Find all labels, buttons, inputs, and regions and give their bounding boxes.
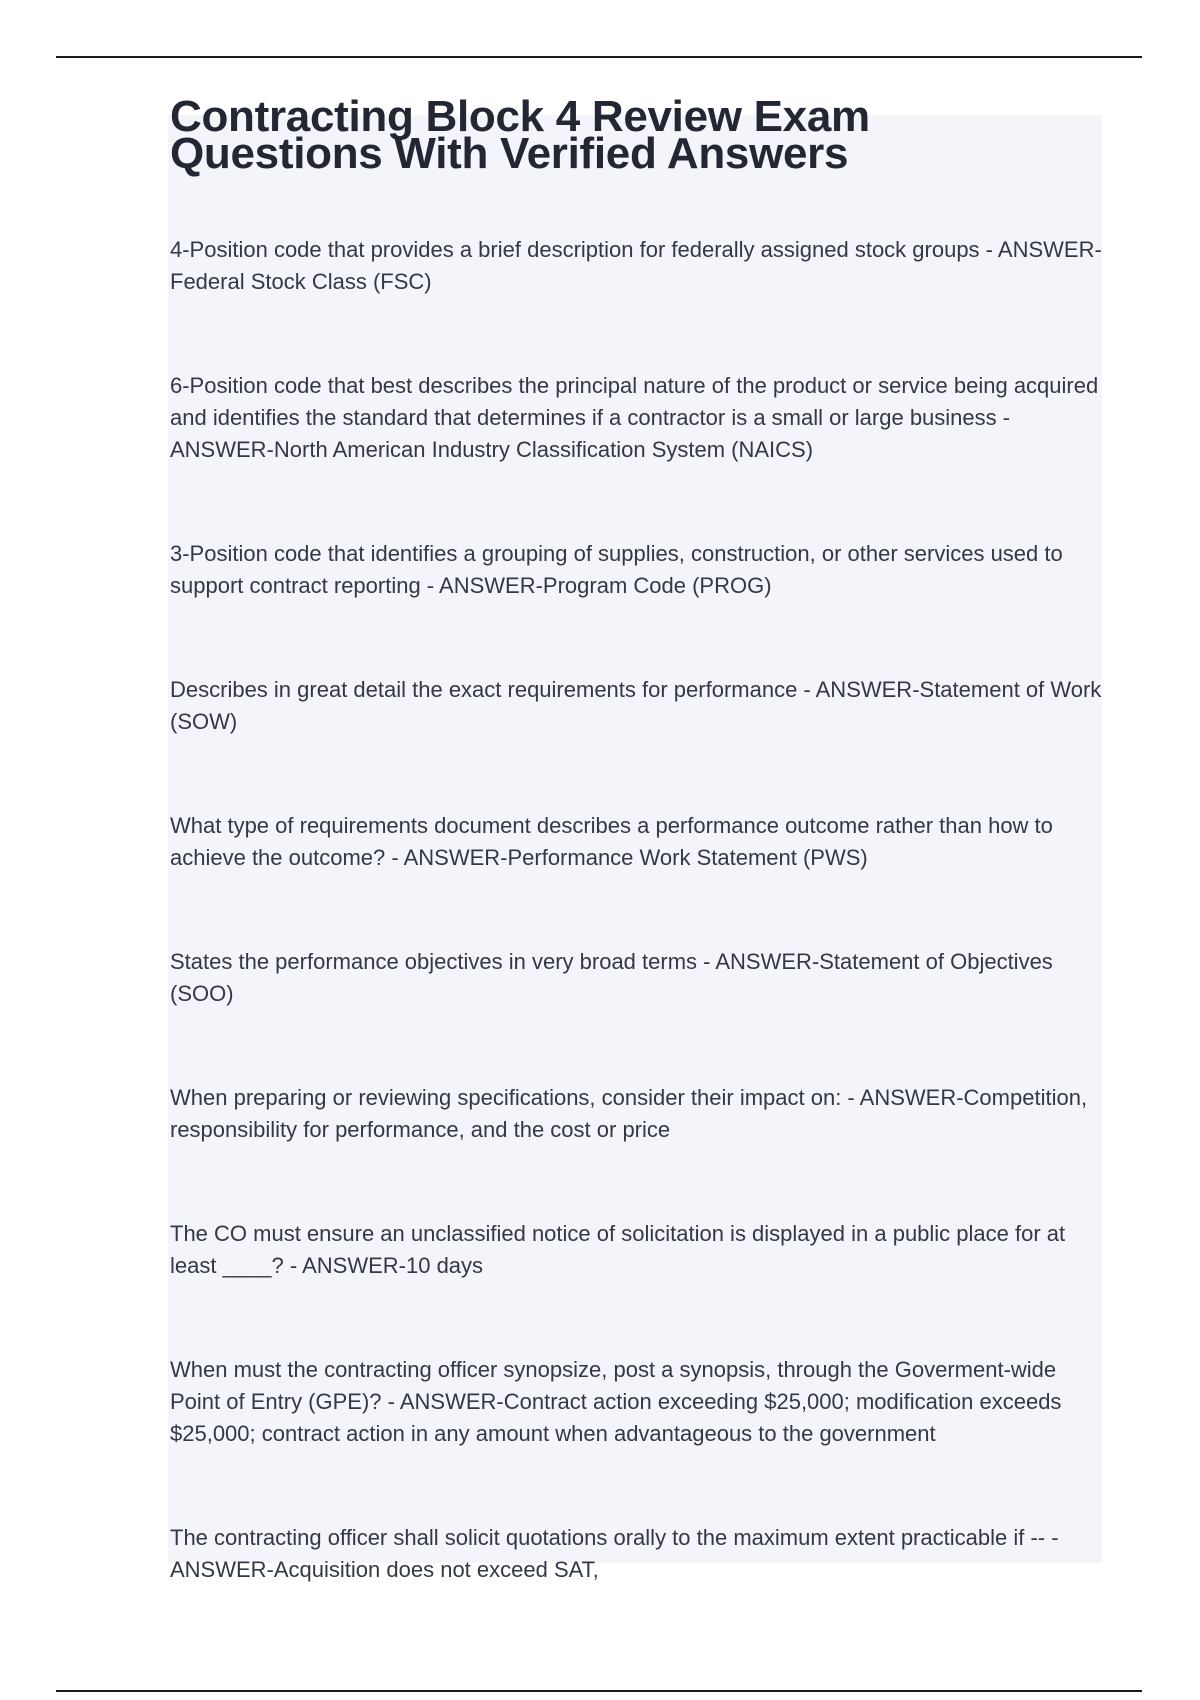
- top-divider: [56, 56, 1142, 58]
- document-title: Contracting Block 4 Review Exam Questions With Verified Answers: [170, 92, 870, 178]
- qa-item: When preparing or reviewing specifications, consider their impact on: - ANSWER-Competition, responsibility for performance, and the cost or price: [170, 1085, 1088, 1142]
- qa-item: When must the contracting officer synopsize, post a synopsis, through the Goverment-wide Point of Entry (GPE)? - ANSWER-Contract action exceeding $25,000; modification exceeds $25,000; contract action in any amount when advantageous to the government: [170, 1357, 1062, 1446]
- qa-item: Describes in great detail the exact requirements for performance - ANSWER-Statement of Work (SOW): [170, 677, 1102, 734]
- qa-item: What type of requirements document describes a performance outcome rather than how to achieve the outcome? - ANSWER-Performance Work Statement (PWS): [170, 813, 1053, 870]
- bottom-divider: [56, 1690, 1142, 1692]
- qa-item: 3-Position code that identifies a grouping of supplies, construction, or other services used to support contract reporting - ANSWER-Program Code (PROG): [170, 541, 1063, 598]
- qa-list: [170, 234, 1110, 1658]
- qa-item: 4-Position code that provides a brief description for federally assigned stock groups - ANSWER-Federal Stock Class (FSC): [170, 237, 1102, 294]
- qa-item: 6-Position code that best describes the principal nature of the product or service being acquired and identifies the standard that determines if a contractor is a small or large business - ANSWER-North American Industry Classification System (NAICS): [170, 373, 1099, 462]
- qa-item: The CO must ensure an unclassified notice of solicitation is displayed in a public place for at least ____? - ANSWER-10 days: [170, 1221, 1066, 1278]
- qa-item: The contracting officer shall solicit quotations orally to the maximum extent practicable if -- - ANSWER-Acquisition does not exceed SAT,: [170, 1525, 1059, 1582]
- qa-item: States the performance objectives in very broad terms - ANSWER-Statement of Objectives (SOO): [170, 949, 1053, 1006]
